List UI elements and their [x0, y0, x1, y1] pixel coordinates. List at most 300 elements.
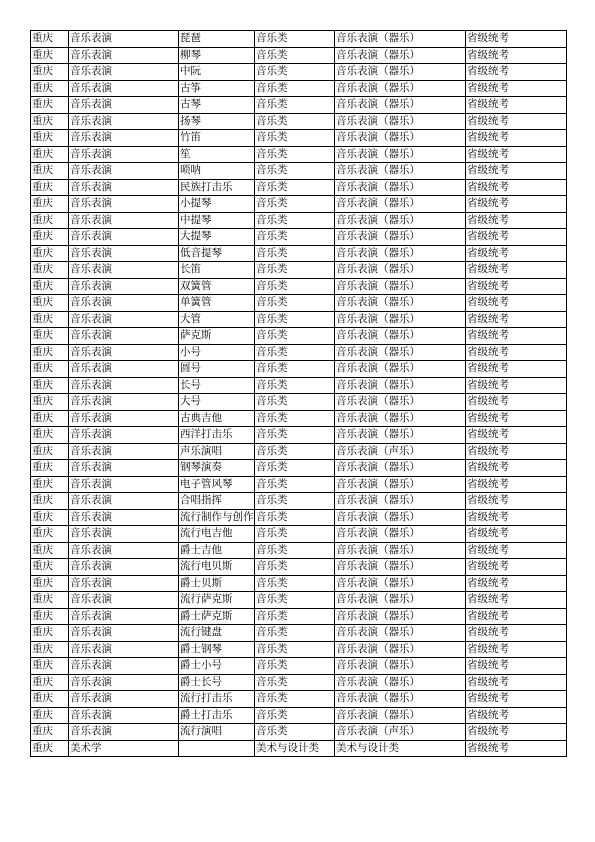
major-cell: 音乐表演	[69, 361, 179, 378]
category-cell: 音乐类	[255, 559, 335, 576]
exam-table	[30, 30, 567, 757]
exam-type-cell: 音乐表演（器乐）	[335, 509, 466, 526]
exam-level-cell: 省级统考	[466, 97, 567, 114]
exam-type-cell: 音乐表演（器乐）	[335, 196, 466, 213]
province-cell: 重庆	[31, 64, 69, 81]
exam-type-cell: 音乐表演（器乐）	[335, 377, 466, 394]
table-row	[31, 641, 567, 658]
category-cell: 音乐类	[255, 658, 335, 675]
table-row	[31, 328, 567, 345]
major-cell: 音乐表演	[69, 245, 179, 262]
category-cell: 音乐类	[255, 229, 335, 246]
province-cell: 重庆	[31, 212, 69, 229]
province-cell: 重庆	[31, 80, 69, 97]
instrument-cell: 中阮	[179, 64, 255, 81]
instrument-cell: 小提琴	[179, 196, 255, 213]
table-row	[31, 691, 567, 708]
exam-type-cell: 音乐表演（器乐）	[335, 245, 466, 262]
exam-level-cell: 省级统考	[466, 509, 567, 526]
province-cell: 重庆	[31, 559, 69, 576]
major-cell: 音乐表演	[69, 130, 179, 147]
exam-level-cell: 省级统考	[466, 328, 567, 345]
major-cell: 音乐表演	[69, 80, 179, 97]
major-cell: 音乐表演	[69, 97, 179, 114]
exam-level-cell: 省级统考	[466, 295, 567, 312]
table-row	[31, 592, 567, 609]
exam-level-cell: 省级统考	[466, 130, 567, 147]
category-cell: 音乐类	[255, 328, 335, 345]
major-cell: 音乐表演	[69, 724, 179, 741]
category-cell: 音乐类	[255, 377, 335, 394]
major-cell: 音乐表演	[69, 509, 179, 526]
instrument-cell: 流行电贝斯	[179, 559, 255, 576]
province-cell: 重庆	[31, 509, 69, 526]
major-cell: 音乐表演	[69, 592, 179, 609]
major-cell: 音乐表演	[69, 641, 179, 658]
exam-level-cell: 省级统考	[466, 229, 567, 246]
province-cell: 重庆	[31, 526, 69, 543]
category-cell: 音乐类	[255, 212, 335, 229]
exam-type-cell: 音乐表演（器乐）	[335, 476, 466, 493]
instrument-cell: 钢琴演奏	[179, 460, 255, 477]
instrument-cell: 竹笛	[179, 130, 255, 147]
category-cell: 音乐类	[255, 394, 335, 411]
exam-type-cell: 音乐表演（器乐）	[335, 64, 466, 81]
exam-level-cell: 省级统考	[466, 559, 567, 576]
instrument-cell: 流行电吉他	[179, 526, 255, 543]
exam-type-cell: 音乐表演（器乐）	[335, 262, 466, 279]
table-row	[31, 427, 567, 444]
instrument-cell: 古典吉他	[179, 410, 255, 427]
category-cell: 音乐类	[255, 146, 335, 163]
exam-type-cell: 音乐表演（器乐）	[335, 97, 466, 114]
exam-type-cell: 音乐表演（器乐）	[335, 460, 466, 477]
province-cell: 重庆	[31, 344, 69, 361]
category-cell: 音乐类	[255, 31, 335, 48]
table-row	[31, 559, 567, 576]
exam-type-cell: 音乐表演（器乐）	[335, 179, 466, 196]
exam-level-cell: 省级统考	[466, 674, 567, 691]
instrument-cell: 流行演唱	[179, 724, 255, 741]
province-cell: 重庆	[31, 179, 69, 196]
category-cell: 音乐类	[255, 493, 335, 510]
category-cell: 音乐类	[255, 674, 335, 691]
province-cell: 重庆	[31, 97, 69, 114]
exam-type-cell: 音乐表演（器乐）	[335, 146, 466, 163]
province-cell: 重庆	[31, 47, 69, 64]
exam-type-cell: 音乐表演（器乐）	[335, 575, 466, 592]
exam-level-cell: 省级统考	[466, 625, 567, 642]
exam-type-cell: 音乐表演（器乐）	[335, 212, 466, 229]
exam-level-cell: 省级统考	[466, 262, 567, 279]
table-row	[31, 179, 567, 196]
table-row	[31, 740, 567, 757]
category-cell: 音乐类	[255, 476, 335, 493]
province-cell: 重庆	[31, 410, 69, 427]
table-row	[31, 460, 567, 477]
instrument-cell: 双簧管	[179, 278, 255, 295]
province-cell: 重庆	[31, 724, 69, 741]
instrument-cell: 爵士贝斯	[179, 575, 255, 592]
table-row	[31, 97, 567, 114]
exam-level-cell: 省级统考	[466, 608, 567, 625]
category-cell: 音乐类	[255, 163, 335, 180]
category-cell: 美术与设计类	[255, 740, 335, 757]
exam-type-cell: 音乐表演（器乐）	[335, 278, 466, 295]
major-cell: 音乐表演	[69, 526, 179, 543]
table-row	[31, 64, 567, 81]
province-cell: 重庆	[31, 278, 69, 295]
table-row	[31, 394, 567, 411]
province-cell: 重庆	[31, 542, 69, 559]
exam-level-cell: 省级统考	[466, 377, 567, 394]
exam-level-cell: 省级统考	[466, 493, 567, 510]
major-cell: 音乐表演	[69, 196, 179, 213]
category-cell: 音乐类	[255, 443, 335, 460]
instrument-cell: 西洋打击乐	[179, 427, 255, 444]
table-row	[31, 130, 567, 147]
province-cell: 重庆	[31, 113, 69, 130]
table-row	[31, 443, 567, 460]
exam-type-cell: 音乐表演（器乐）	[335, 47, 466, 64]
exam-type-cell: 音乐表演（器乐）	[335, 542, 466, 559]
exam-type-cell: 音乐表演（器乐）	[335, 80, 466, 97]
instrument-cell: 小号	[179, 344, 255, 361]
exam-level-cell: 省级统考	[466, 212, 567, 229]
major-cell: 音乐表演	[69, 707, 179, 724]
province-cell: 重庆	[31, 361, 69, 378]
table-row	[31, 674, 567, 691]
table-row	[31, 377, 567, 394]
table-row	[31, 658, 567, 675]
table-row	[31, 31, 567, 48]
category-cell: 音乐类	[255, 262, 335, 279]
province-cell: 重庆	[31, 740, 69, 757]
exam-level-cell: 省级统考	[466, 641, 567, 658]
province-cell: 重庆	[31, 592, 69, 609]
table-row	[31, 245, 567, 262]
table-row	[31, 212, 567, 229]
category-cell: 音乐类	[255, 641, 335, 658]
exam-level-cell: 省级统考	[466, 443, 567, 460]
province-cell: 重庆	[31, 31, 69, 48]
category-cell: 音乐类	[255, 592, 335, 609]
table-body	[31, 31, 567, 757]
major-cell: 音乐表演	[69, 163, 179, 180]
province-cell: 重庆	[31, 608, 69, 625]
category-cell: 音乐类	[255, 410, 335, 427]
exam-type-cell: 音乐表演（器乐）	[335, 658, 466, 675]
major-cell: 音乐表演	[69, 559, 179, 576]
province-cell: 重庆	[31, 575, 69, 592]
exam-level-cell: 省级统考	[466, 394, 567, 411]
exam-type-cell: 音乐表演（器乐）	[335, 674, 466, 691]
instrument-cell: 合唱指挥	[179, 493, 255, 510]
instrument-cell: 笙	[179, 146, 255, 163]
exam-level-cell: 省级统考	[466, 427, 567, 444]
province-cell: 重庆	[31, 377, 69, 394]
exam-level-cell: 省级统考	[466, 691, 567, 708]
instrument-cell: 流行制作与创作	[179, 509, 255, 526]
exam-level-cell: 省级统考	[466, 146, 567, 163]
category-cell: 音乐类	[255, 311, 335, 328]
instrument-cell: 爵士小号	[179, 658, 255, 675]
instrument-cell: 长笛	[179, 262, 255, 279]
province-cell: 重庆	[31, 311, 69, 328]
exam-type-cell: 音乐表演（器乐）	[335, 328, 466, 345]
province-cell: 重庆	[31, 196, 69, 213]
table-row	[31, 476, 567, 493]
major-cell: 音乐表演	[69, 394, 179, 411]
exam-type-cell: 音乐表演（器乐）	[335, 394, 466, 411]
instrument-cell: 长号	[179, 377, 255, 394]
table-row	[31, 196, 567, 213]
exam-type-cell: 美术与设计类	[335, 740, 466, 757]
instrument-cell: 声乐演唱	[179, 443, 255, 460]
exam-level-cell: 省级统考	[466, 31, 567, 48]
province-cell: 重庆	[31, 460, 69, 477]
category-cell: 音乐类	[255, 245, 335, 262]
category-cell: 音乐类	[255, 47, 335, 64]
province-cell: 重庆	[31, 674, 69, 691]
major-cell: 音乐表演	[69, 278, 179, 295]
major-cell: 音乐表演	[69, 625, 179, 642]
exam-level-cell: 省级统考	[466, 361, 567, 378]
category-cell: 音乐类	[255, 179, 335, 196]
table-row	[31, 229, 567, 246]
category-cell: 音乐类	[255, 361, 335, 378]
province-cell: 重庆	[31, 229, 69, 246]
exam-type-cell: 音乐表演（器乐）	[335, 113, 466, 130]
category-cell: 音乐类	[255, 427, 335, 444]
major-cell: 音乐表演	[69, 47, 179, 64]
exam-level-cell: 省级统考	[466, 592, 567, 609]
exam-type-cell: 音乐表演（器乐）	[335, 295, 466, 312]
major-cell: 音乐表演	[69, 476, 179, 493]
instrument-cell: 流行打击乐	[179, 691, 255, 708]
category-cell: 音乐类	[255, 113, 335, 130]
major-cell: 音乐表演	[69, 542, 179, 559]
province-cell: 重庆	[31, 394, 69, 411]
province-cell: 重庆	[31, 146, 69, 163]
table-row	[31, 608, 567, 625]
instrument-cell: 古琴	[179, 97, 255, 114]
major-cell: 音乐表演	[69, 179, 179, 196]
table-row	[31, 278, 567, 295]
table-row	[31, 80, 567, 97]
province-cell: 重庆	[31, 427, 69, 444]
instrument-cell: 电子管风琴	[179, 476, 255, 493]
category-cell: 音乐类	[255, 130, 335, 147]
exam-level-cell: 省级统考	[466, 311, 567, 328]
major-cell: 音乐表演	[69, 608, 179, 625]
instrument-cell: 爵士长号	[179, 674, 255, 691]
exam-type-cell: 音乐表演（器乐）	[335, 311, 466, 328]
exam-type-cell: 音乐表演（器乐）	[335, 707, 466, 724]
exam-type-cell: 音乐表演（器乐）	[335, 31, 466, 48]
exam-type-cell: 音乐表演（器乐）	[335, 163, 466, 180]
table-row	[31, 113, 567, 130]
category-cell: 音乐类	[255, 542, 335, 559]
major-cell: 音乐表演	[69, 31, 179, 48]
exam-type-cell: 音乐表演（器乐）	[335, 641, 466, 658]
table-row	[31, 146, 567, 163]
exam-type-cell: 音乐表演（器乐）	[335, 592, 466, 609]
exam-type-cell: 音乐表演（器乐）	[335, 427, 466, 444]
exam-type-cell: 音乐表演（器乐）	[335, 361, 466, 378]
category-cell: 音乐类	[255, 509, 335, 526]
instrument-cell: 大管	[179, 311, 255, 328]
province-cell: 重庆	[31, 625, 69, 642]
exam-type-cell: 音乐表演（器乐）	[335, 559, 466, 576]
exam-level-cell: 省级统考	[466, 707, 567, 724]
major-cell: 音乐表演	[69, 410, 179, 427]
major-cell: 音乐表演	[69, 493, 179, 510]
major-cell: 音乐表演	[69, 229, 179, 246]
major-cell: 音乐表演	[69, 295, 179, 312]
exam-level-cell: 省级统考	[466, 410, 567, 427]
exam-level-cell: 省级统考	[466, 113, 567, 130]
instrument-cell: 流行键盘	[179, 625, 255, 642]
table-row	[31, 295, 567, 312]
table-row	[31, 526, 567, 543]
instrument-cell: 单簧管	[179, 295, 255, 312]
category-cell: 音乐类	[255, 707, 335, 724]
exam-level-cell: 省级统考	[466, 724, 567, 741]
province-cell: 重庆	[31, 493, 69, 510]
table-row	[31, 493, 567, 510]
instrument-cell: 中提琴	[179, 212, 255, 229]
exam-level-cell: 省级统考	[466, 47, 567, 64]
major-cell: 音乐表演	[69, 146, 179, 163]
table-row	[31, 707, 567, 724]
category-cell: 音乐类	[255, 724, 335, 741]
instrument-cell: 大号	[179, 394, 255, 411]
instrument-cell: 扬琴	[179, 113, 255, 130]
category-cell: 音乐类	[255, 526, 335, 543]
instrument-cell	[179, 740, 255, 757]
table-row	[31, 410, 567, 427]
major-cell: 音乐表演	[69, 64, 179, 81]
category-cell: 音乐类	[255, 691, 335, 708]
major-cell: 音乐表演	[69, 575, 179, 592]
major-cell: 音乐表演	[69, 460, 179, 477]
province-cell: 重庆	[31, 707, 69, 724]
table-row	[31, 625, 567, 642]
exam-type-cell: 音乐表演（器乐）	[335, 526, 466, 543]
table-row	[31, 575, 567, 592]
exam-level-cell: 省级统考	[466, 196, 567, 213]
province-cell: 重庆	[31, 130, 69, 147]
category-cell: 音乐类	[255, 460, 335, 477]
province-cell: 重庆	[31, 443, 69, 460]
category-cell: 音乐类	[255, 80, 335, 97]
major-cell: 音乐表演	[69, 328, 179, 345]
exam-level-cell: 省级统考	[466, 476, 567, 493]
instrument-cell: 流行萨克斯	[179, 592, 255, 609]
category-cell: 音乐类	[255, 196, 335, 213]
category-cell: 音乐类	[255, 97, 335, 114]
exam-type-cell: 音乐表演（器乐）	[335, 608, 466, 625]
category-cell: 音乐类	[255, 278, 335, 295]
table-row	[31, 344, 567, 361]
major-cell: 音乐表演	[69, 427, 179, 444]
table-row	[31, 47, 567, 64]
exam-level-cell: 省级统考	[466, 163, 567, 180]
instrument-cell: 爵士萨克斯	[179, 608, 255, 625]
instrument-cell: 爵士钢琴	[179, 641, 255, 658]
major-cell: 音乐表演	[69, 377, 179, 394]
instrument-cell: 柳琴	[179, 47, 255, 64]
table-row	[31, 311, 567, 328]
major-cell: 音乐表演	[69, 443, 179, 460]
instrument-cell: 爵士打击乐	[179, 707, 255, 724]
category-cell: 音乐类	[255, 344, 335, 361]
category-cell: 音乐类	[255, 295, 335, 312]
instrument-cell: 萨克斯	[179, 328, 255, 345]
major-cell: 音乐表演	[69, 344, 179, 361]
category-cell: 音乐类	[255, 64, 335, 81]
exam-level-cell: 省级统考	[466, 526, 567, 543]
instrument-cell: 民族打击乐	[179, 179, 255, 196]
major-cell: 音乐表演	[69, 113, 179, 130]
major-cell: 音乐表演	[69, 691, 179, 708]
province-cell: 重庆	[31, 691, 69, 708]
table-row	[31, 724, 567, 741]
category-cell: 音乐类	[255, 625, 335, 642]
table-row	[31, 542, 567, 559]
instrument-cell: 大提琴	[179, 229, 255, 246]
exam-level-cell: 省级统考	[466, 344, 567, 361]
table-row	[31, 509, 567, 526]
exam-type-cell: 音乐表演（器乐）	[335, 229, 466, 246]
major-cell: 美术学	[69, 740, 179, 757]
instrument-cell: 圆号	[179, 361, 255, 378]
major-cell: 音乐表演	[69, 262, 179, 279]
instrument-cell: 琵琶	[179, 31, 255, 48]
province-cell: 重庆	[31, 295, 69, 312]
major-cell: 音乐表演	[69, 311, 179, 328]
province-cell: 重庆	[31, 658, 69, 675]
exam-type-cell: 音乐表演（器乐）	[335, 691, 466, 708]
exam-type-cell: 音乐表演（器乐）	[335, 625, 466, 642]
province-cell: 重庆	[31, 328, 69, 345]
exam-level-cell: 省级统考	[466, 245, 567, 262]
table-row	[31, 262, 567, 279]
exam-level-cell: 省级统考	[466, 179, 567, 196]
province-cell: 重庆	[31, 641, 69, 658]
table-row	[31, 163, 567, 180]
exam-level-cell: 省级统考	[466, 80, 567, 97]
major-cell: 音乐表演	[69, 674, 179, 691]
major-cell: 音乐表演	[69, 658, 179, 675]
table-row	[31, 361, 567, 378]
province-cell: 重庆	[31, 245, 69, 262]
instrument-cell: 低音提琴	[179, 245, 255, 262]
province-cell: 重庆	[31, 262, 69, 279]
category-cell: 音乐类	[255, 575, 335, 592]
exam-level-cell: 省级统考	[466, 542, 567, 559]
instrument-cell: 唢呐	[179, 163, 255, 180]
exam-level-cell: 省级统考	[466, 575, 567, 592]
exam-level-cell: 省级统考	[466, 460, 567, 477]
exam-type-cell: 音乐表演（声乐）	[335, 443, 466, 460]
exam-level-cell: 省级统考	[466, 658, 567, 675]
category-cell: 音乐类	[255, 608, 335, 625]
exam-type-cell: 音乐表演（器乐）	[335, 130, 466, 147]
province-cell: 重庆	[31, 163, 69, 180]
exam-type-cell: 音乐表演（器乐）	[335, 344, 466, 361]
